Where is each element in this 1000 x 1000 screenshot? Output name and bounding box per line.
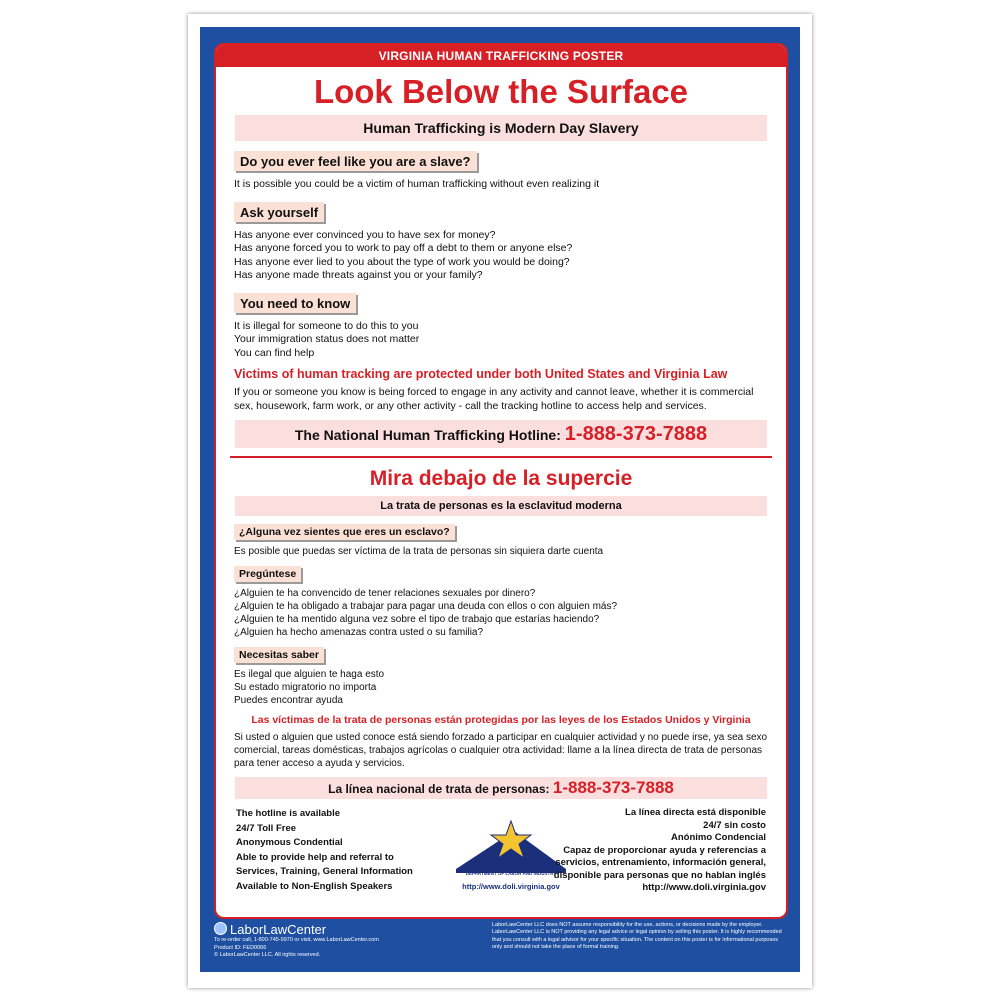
know-line: It is illegal for someone to do this to you	[234, 319, 419, 332]
hotline-band	[235, 420, 767, 448]
footer-right-url[interactable]: http://www.doli.virginia.gov	[642, 882, 766, 893]
spanish-hotline-label: La línea nacional de trata de personas:	[328, 782, 550, 796]
question-tag: Do you ever feel like you are a slave?	[234, 151, 477, 171]
poster-card	[214, 43, 788, 919]
question-text: It is possible you could be a victim of human trafficking without even realizing it	[234, 178, 600, 190]
spanish-ask-tag: Pregúntese	[234, 566, 301, 582]
section-divider	[230, 456, 772, 458]
footer-right-line: Capaz de proporcionar ayuda y referencias a	[563, 844, 766, 856]
footer-left-line: The hotline is available	[236, 808, 341, 819]
product-id: Product ID: FED0066	[214, 944, 267, 951]
ask-line: Has anyone made threats against you or your family?	[234, 269, 483, 281]
doli-logo	[456, 819, 566, 897]
spanish-know-line: Puedes encontrar ayuda	[234, 695, 343, 706]
disclaimer: LaborLawCenter LLC does NOT assume responsibility for the use, actions, or decisions made by the employer. LaborLawCenter LLC is NOT providing any legal advice or legal opinion by selling this poster. It is highly recommended that you consult with a legal advisor for your specific situation. The content on this poster is for informational purposes only and should not take the place of formal training.	[492, 922, 782, 951]
dept-url[interactable]: http://www.doli.virginia.gov	[462, 882, 560, 891]
footer-right-line: La línea directa está disponible	[625, 807, 766, 818]
spanish-question-tag: ¿Alguna vez sientes que eres un esclavo?	[234, 524, 455, 540]
star-logo-icon	[456, 819, 566, 874]
footer-right-line: 24/7 sin costo	[703, 819, 766, 831]
need-to-know-tag: You need to know	[234, 293, 356, 313]
laborlawcenter-brand: LaborLawCenter	[214, 922, 484, 937]
spanish-know-line: Su estado migratorio no importa	[234, 682, 377, 693]
protected-text: Victims of human tracking are protected under both United States and Virginia Law	[234, 367, 728, 381]
english-subtitle: Human Trafficking is Modern Day Slavery	[235, 115, 767, 141]
spanish-ask-line: ¿Alguien te ha mentido alguna vez sobre el tipo de trabajo que estarías haciendo?	[234, 614, 600, 625]
globe-icon	[214, 922, 227, 935]
footer-right	[554, 807, 766, 895]
footer-left-line: Services, Training, General Information	[236, 866, 413, 877]
footer-right-line: servicios, entrenamiento, información general,	[555, 857, 766, 868]
footer-right-line: Anónimo Condencial	[671, 832, 766, 843]
paragraph: If you or someone you know is being forced to engage in any activity and cannot leave, whether it is commercial sex, housework, farm work, or any other activity - call the tracking hotline to access help and services.	[234, 386, 754, 412]
footer-right-line: disponible para personas que no hablan inglés	[553, 869, 766, 881]
footer-left-line: Anonymous Condential	[236, 837, 343, 848]
spanish-ask-line: ¿Alguien te ha obligado a trabajar para pagar una deuda con ellos o con alguien más?	[234, 601, 618, 612]
copyright: © LaborLawCenter LLC. All rights reserved.	[214, 952, 321, 958]
footer-row	[234, 807, 768, 907]
know-line: You can find help	[234, 346, 315, 359]
spanish-know-line: Es ilegal que alguien te haga esto	[234, 669, 385, 680]
hotline-number: 1-888-373-7888	[564, 423, 708, 445]
spanish-hotline-number: 1-888-373-7888	[552, 778, 674, 797]
spanish-protected-text: Las víctimas de la trata de personas están protegidas por las leyes de los Estados Unidos y Virginia	[251, 714, 751, 726]
spanish-title: Mira debajo de la supercie	[369, 467, 633, 490]
spanish-paragraph: Si usted o alguien que usted conoce está siendo forzado a participar en cualquier actividad y no puede irse, ya sea sexo comercial, tareas domésticas, trabajos agrícolas o cualquier otra actividad: llame a la línea directa de trata de personas para tener acceso a ayuda y servicios.	[234, 732, 768, 769]
footer-left	[236, 807, 413, 894]
hotline-label: The National Human Trafficking Hotline:	[294, 427, 561, 443]
ask-line: Has anyone forced you to work to pay off a debt to them or anyone else?	[234, 242, 573, 254]
spanish-know-tag: Necesitas saber	[234, 647, 324, 663]
footer-left-line: Able to provide help and referral to	[236, 851, 394, 863]
ask-line: Has anyone ever lied to you about the type of work you would be doing?	[234, 255, 570, 268]
english-title: Look Below the Surface	[313, 73, 689, 110]
spanish-ask-line: ¿Alguien te ha convencido de tener relaciones sexuales por dinero?	[234, 588, 536, 599]
spanish-hotline-band	[235, 777, 767, 799]
laborlawcenter-block	[214, 922, 484, 966]
dept-name: DEPARTMENT OF LABOR AND INDUSTRY	[465, 871, 557, 876]
spanish-question-text: Es posible que puedas ser víctima de la trata de personas sin siquiera darte cuenta	[234, 546, 604, 557]
ask-yourself-tag: Ask yourself	[234, 202, 324, 222]
poster-header: VIRGINIA HUMAN TRAFFICKING POSTER	[216, 45, 786, 67]
footer-left-line: Available to Non-English Speakers	[236, 880, 393, 892]
spanish-subtitle: La trata de personas es la esclavitud moderna	[235, 496, 767, 516]
ask-line: Has anyone ever convinced you to have sex for money?	[234, 228, 496, 241]
reorder-text: To re-order call, 1-800-745-9970 or visit, www.LaborLawCenter.com	[214, 937, 379, 943]
know-line: Your immigration status does not matter	[234, 333, 420, 345]
footer-left-line: 24/7 Toll Free	[236, 822, 297, 834]
spanish-ask-line: ¿Alguien ha hecho amenazas contra usted o su familia?	[234, 627, 484, 638]
